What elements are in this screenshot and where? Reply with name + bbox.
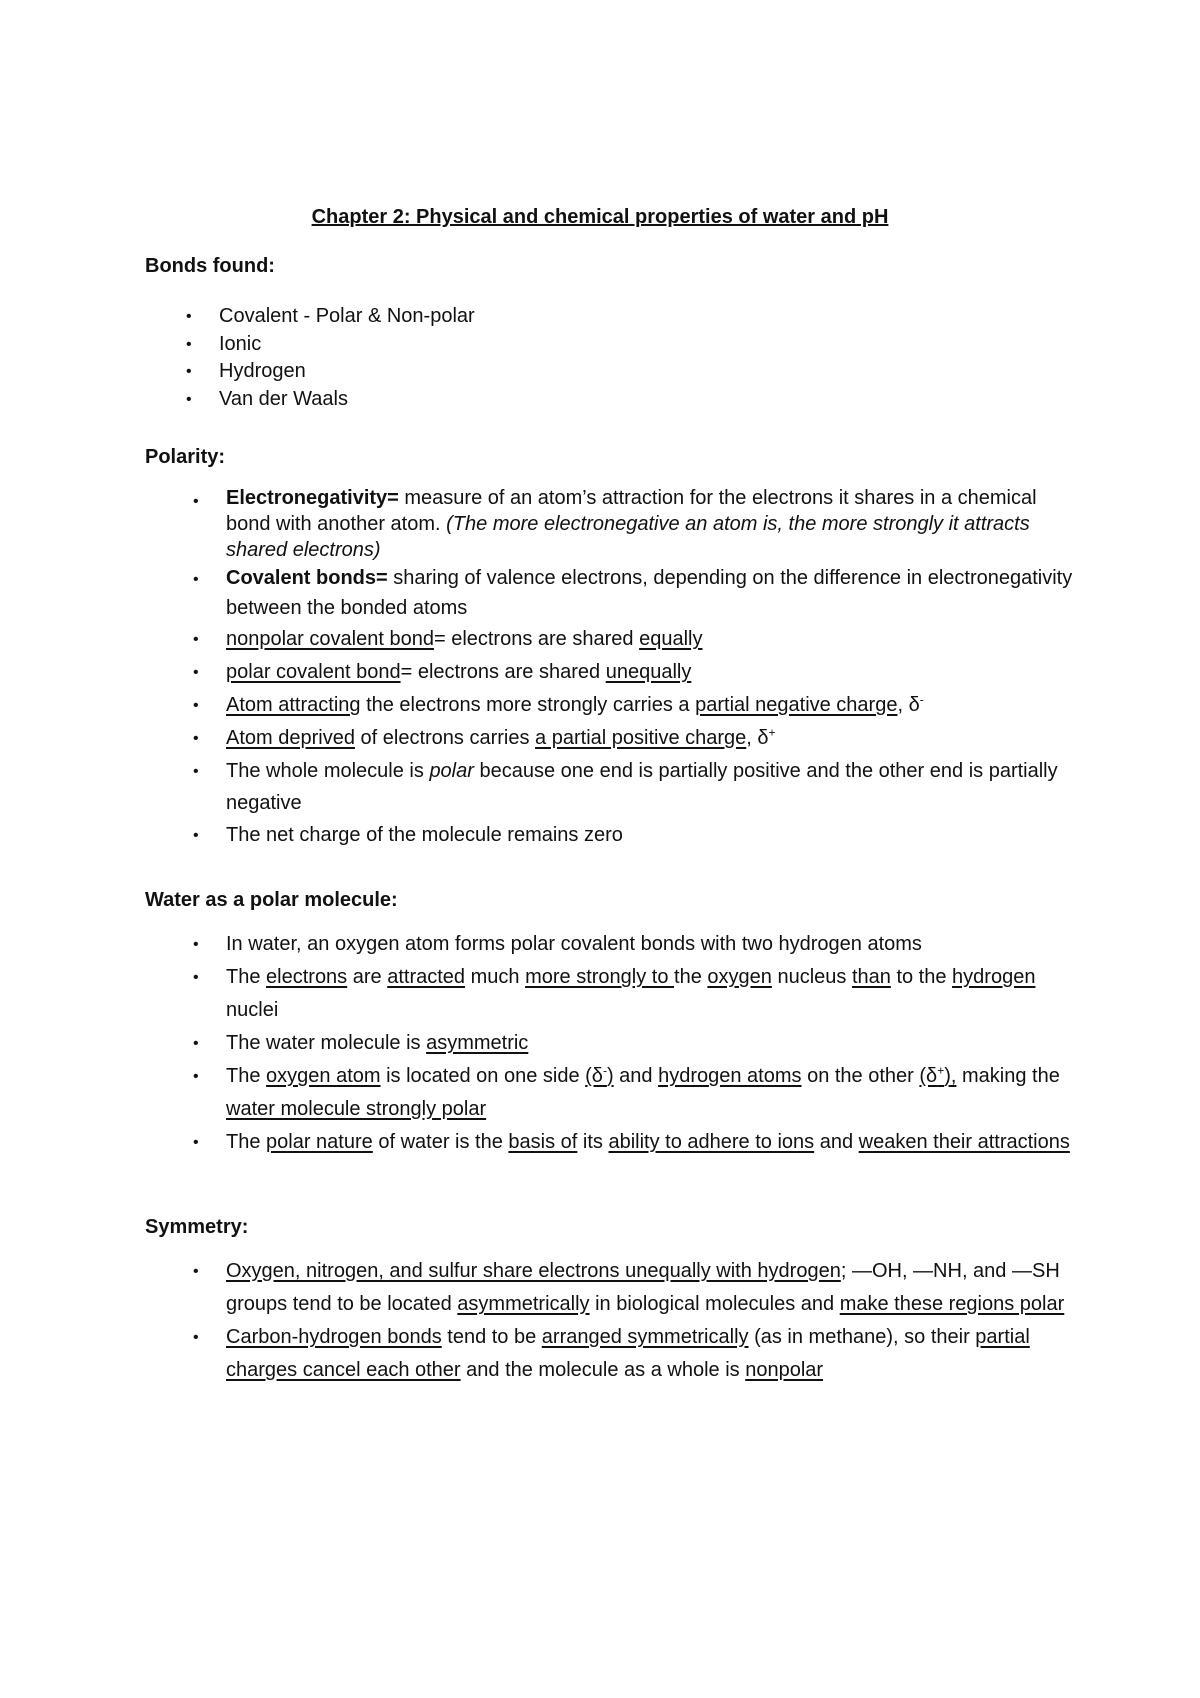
list-item: • In water, an oxygen atom forms polar covalent bonds with two hydrogen atoms [193,933,922,955]
list-item: • The water molecule is asymmetric [193,1032,529,1054]
bonds-heading: Bonds found: [145,255,275,277]
list-item: • Electronegativity= measure of an atom’s attraction for the electrons it shares in a chemical bond with another atom. (The more electronegative an atom is, the more strongly it attracts shared electrons) [193,487,1037,561]
list-item: • Van der Waals [186,387,348,410]
list-item: • nonpolar covalent bond= electrons are shared equally [193,628,703,650]
symmetry-list [193,1255,1076,1387]
list-item: • The polar nature of water is the basis of its ability to adhere to ions and weaken their attractions [193,1131,1070,1153]
list-item: • Atom deprived of electrons carries a partial positive charge, δ+ [193,725,776,749]
list-item: • Atom attracting the electrons more strongly carries a partial negative charge, δ- [193,692,924,716]
list-item: • Oxygen, nitrogen, and sulfur share electrons unequally with hydrogen; —OH, —NH, and —SH groups tend to be located asymmetrically in biological molecules and make these regions polar [193,1260,1065,1315]
water-heading: Water as a polar molecule: [145,889,398,911]
bonds-list [186,303,475,413]
list-item: • Hydrogen [186,360,306,382]
list-item: • polar covalent bond= electrons are shared unequally [193,661,692,683]
symmetry-heading: Symmetry: [145,1216,249,1238]
page-title: Chapter 2: Physical and chemical properties of water and pH [311,206,889,228]
list-item: • Covalent bonds= sharing of valence electrons, depending on the difference in electronegativity between the bonded atoms [193,567,1073,619]
polarity-heading: Polarity: [145,446,226,468]
list-item: • Covalent - Polar & Non-polar [186,305,475,327]
polarity-list [193,485,1076,852]
list-item: • Ionic [186,332,262,355]
list-item: • The net charge of the molecule remains zero [193,824,623,846]
water-list [193,928,1076,1159]
list-item: • Carbon-hydrogen bonds tend to be arranged symmetrically (as in methane), so their partial charges cancel each other and the molecule as a whole is nonpolar [193,1326,1030,1381]
list-item: • The electrons are attracted much more strongly to the oxygen nucleus than to the hydrogen nuclei [193,966,1036,1021]
list-item: • The oxygen atom is located on one side (δ-) and hydrogen atoms on the other (δ+), making the water molecule strongly polar [193,1063,1060,1120]
list-item: • The whole molecule is polar because one end is partially positive and the other end is partially negative [193,760,1058,814]
